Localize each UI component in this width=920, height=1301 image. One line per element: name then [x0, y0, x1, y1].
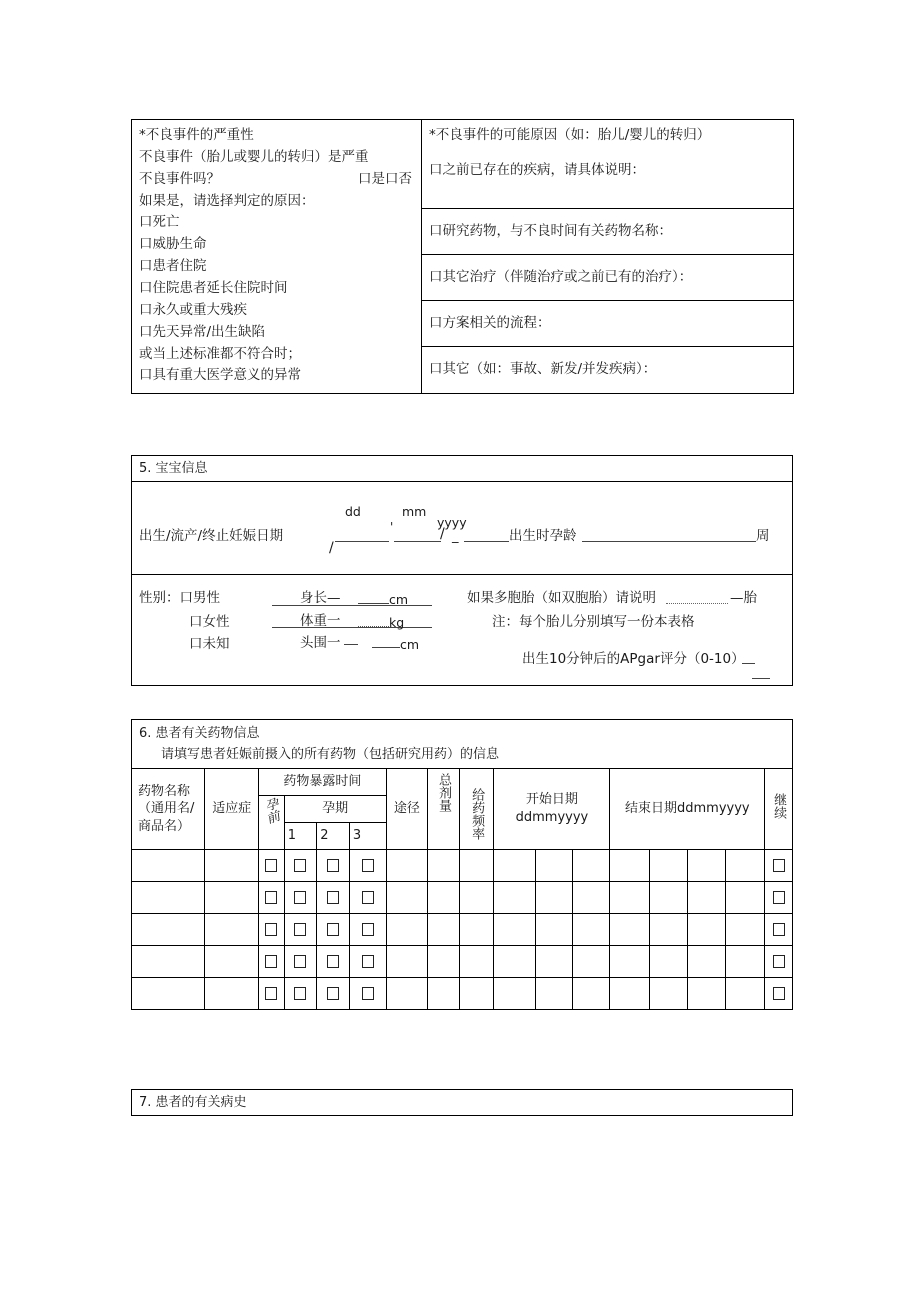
cell-start-mm[interactable]	[536, 882, 573, 914]
cell-trimester-3[interactable]	[349, 946, 386, 978]
start-date-line2: ddmmyyyy	[515, 810, 589, 825]
cell-trimester-3[interactable]	[349, 882, 386, 914]
cause-option-protocol-procedure[interactable]: 口方案相关的流程：	[429, 315, 551, 332]
gestational-age-unit: 周	[756, 528, 770, 545]
cause-heading: *不良事件的可能原因（如：胎儿/婴儿的转归）	[429, 127, 711, 143]
section6-subheader: 请填写患者妊娠前摄入的所有药物（包括研究用药）的信息	[161, 747, 500, 763]
date-apostrophe: '	[390, 520, 394, 535]
birth-date-label: 出生/流产/终止妊娠日期	[139, 528, 284, 545]
head-circumference-unit: cm	[400, 637, 420, 653]
checkbox-trimester-3[interactable]	[362, 955, 374, 968]
weight-label: 体重一	[300, 613, 341, 630]
cause-option-other-treatment[interactable]: 口其它治疗（伴随治疗或之前已有的治疗）：	[429, 269, 693, 286]
dd-input-line[interactable]	[335, 525, 389, 542]
cell-pre-pregnancy[interactable]	[259, 882, 284, 914]
head-input-line-b[interactable]	[372, 633, 400, 648]
cell-pre-pregnancy[interactable]	[259, 850, 284, 882]
cell-end-dd[interactable]	[610, 882, 650, 914]
col-header-frequency	[459, 769, 494, 850]
checkbox-pre-pregnancy[interactable]	[265, 923, 277, 936]
cause-row-study-drug	[422, 209, 794, 255]
drug-info-table	[131, 719, 793, 1010]
table-row	[132, 1090, 793, 1116]
cell-pre-pregnancy[interactable]	[259, 914, 284, 946]
checkbox-continue[interactable]	[773, 891, 785, 904]
cell-start-mm[interactable]	[536, 946, 573, 978]
cause-option-preexisting[interactable]: 口之前已存在的疾病，请具体说明：	[429, 161, 645, 178]
cell-end-dd[interactable]	[610, 914, 650, 946]
multiple-birth-label: 如果多胞胎（如双胞胎）请说明	[467, 590, 656, 607]
multiple-birth-note: 注：每个胎儿分别填写一份本表格	[492, 614, 695, 631]
col-header-exposure-time: 药物暴露时间	[259, 769, 386, 796]
yyyy-input-line[interactable]	[464, 525, 509, 542]
drug-name-line1: 药物名称	[138, 783, 191, 799]
cell-trimester-2[interactable]	[317, 882, 350, 914]
cell-end-mm[interactable]	[650, 882, 688, 914]
col-header-total-dose	[428, 769, 460, 850]
cell-end-extra[interactable]	[726, 946, 765, 978]
severity-option-death[interactable]: 口死亡	[139, 214, 180, 231]
date-slash-right: /	[440, 526, 445, 543]
start-date-line1: 开始日期	[525, 792, 578, 808]
checkbox-trimester-2[interactable]	[327, 987, 339, 1000]
cell-end-extra[interactable]	[726, 850, 765, 882]
cell-start-yyyy[interactable]	[572, 946, 610, 978]
cell-start-yyyy[interactable]	[572, 882, 610, 914]
cell-route[interactable]	[386, 978, 428, 1010]
checkbox-trimester-3[interactable]	[362, 923, 374, 936]
cell-end-extra[interactable]	[726, 914, 765, 946]
checkbox-pre-pregnancy[interactable]	[265, 891, 277, 904]
cell-continue[interactable]	[765, 914, 793, 946]
cell-trimester-3[interactable]	[349, 914, 386, 946]
table-row	[132, 769, 793, 796]
section5-header: 5. 宝宝信息	[139, 461, 208, 476]
severity-option-congenital-anomaly[interactable]: 口先天异常/出生缺陷	[139, 323, 266, 340]
col-header-indication: 适应症	[205, 769, 259, 850]
cell-trimester-2[interactable]	[317, 914, 350, 946]
cell-trimester-1[interactable]	[284, 914, 317, 946]
sex-female-option[interactable]: 口女性	[189, 614, 230, 631]
cell-indication[interactable]	[205, 882, 259, 914]
severity-cell	[132, 120, 422, 394]
medical-history-table	[131, 1089, 793, 1116]
mm-label: mm	[402, 504, 427, 520]
severity-or-clause: 或当上述标准都不符合时；	[139, 345, 301, 362]
dd-label: dd	[345, 504, 361, 520]
checkbox-trimester-2[interactable]	[327, 891, 339, 904]
cause-row-other-treatment	[422, 255, 794, 301]
cell-total-dose[interactable]	[428, 882, 460, 914]
section7-header: 7. 患者的有关病史	[139, 1095, 247, 1110]
cell-drug-name[interactable]	[132, 978, 205, 1010]
severity-heading: *不良事件的严重性	[139, 127, 254, 143]
checkbox-trimester-1[interactable]	[294, 859, 306, 872]
cell-end-dd[interactable]	[610, 978, 650, 1010]
adverse-event-severity-table	[131, 119, 794, 394]
cell-end-yyyy[interactable]	[687, 850, 726, 882]
col-header-pregnancy: 孕期	[284, 796, 386, 823]
cell-drug-name[interactable]	[132, 882, 205, 914]
severity-question-text: 不良事件吗？	[139, 170, 220, 187]
checkbox-pre-pregnancy[interactable]	[265, 987, 277, 1000]
baby-measurements-cell	[132, 575, 793, 686]
severity-yes-no-checkboxes[interactable]: 口是口否	[358, 170, 412, 187]
length-label: 身长—	[300, 590, 341, 607]
severity-option-prolonged-hospitalization[interactable]: 口住院患者延长住院时间	[139, 280, 288, 297]
col-header-start-date	[494, 769, 610, 850]
total-dose-text: 总剂量	[436, 773, 452, 812]
checkbox-trimester-3[interactable]	[362, 987, 374, 1000]
cell-start-yyyy[interactable]	[572, 850, 610, 882]
checkbox-pre-pregnancy[interactable]	[265, 955, 277, 968]
cell-end-mm[interactable]	[650, 978, 688, 1010]
checkbox-trimester-2[interactable]	[327, 859, 339, 872]
table-row	[132, 720, 793, 769]
section5-header-cell	[132, 456, 793, 482]
cell-trimester-1[interactable]	[284, 882, 317, 914]
col-header-trimester-3: 3	[349, 823, 386, 850]
cell-start-dd[interactable]	[494, 914, 536, 946]
weight-row-underline	[272, 608, 432, 628]
cell-frequency[interactable]	[459, 882, 494, 914]
cell-route[interactable]	[386, 850, 428, 882]
gestational-age-label: 出生时孕龄	[509, 528, 577, 545]
pre-pregnancy-text: 孕前	[262, 795, 281, 827]
table-row	[132, 978, 793, 1010]
checkbox-trimester-3[interactable]	[362, 891, 374, 904]
cause-row-protocol-procedure	[422, 301, 794, 347]
table-row	[132, 120, 794, 209]
cell-trimester-2[interactable]	[317, 946, 350, 978]
cell-indication[interactable]	[205, 914, 259, 946]
cell-end-yyyy[interactable]	[687, 914, 726, 946]
cell-continue[interactable]	[765, 946, 793, 978]
col-header-drug-name	[132, 769, 205, 850]
cell-start-mm[interactable]	[536, 914, 573, 946]
table-row	[132, 850, 793, 882]
cell-total-dose[interactable]	[428, 946, 460, 978]
checkbox-pre-pregnancy[interactable]	[265, 859, 277, 872]
birth-date-cell	[132, 482, 793, 575]
cell-frequency[interactable]	[459, 914, 494, 946]
cell-start-dd[interactable]	[494, 978, 536, 1010]
cell-end-yyyy[interactable]	[687, 946, 726, 978]
checkbox-trimester-1[interactable]	[294, 891, 306, 904]
checkbox-trimester-1[interactable]	[294, 923, 306, 936]
apgar-input-line-a[interactable]	[742, 649, 755, 664]
severity-question-line2	[139, 169, 414, 191]
head-input-line-a[interactable]	[344, 630, 358, 645]
length-input-line[interactable]	[358, 588, 389, 604]
cell-pre-pregnancy[interactable]	[259, 978, 284, 1010]
cell-total-dose[interactable]	[428, 914, 460, 946]
cell-trimester-1[interactable]	[284, 850, 317, 882]
severity-option-hospitalization[interactable]: 口患者住院	[139, 258, 207, 275]
cause-option-other[interactable]: 口其它（如：事故、新发/并发疾病）：	[429, 361, 657, 378]
section6-header-cell	[132, 720, 793, 769]
cell-indication[interactable]	[205, 850, 259, 882]
col-header-route: 途径	[386, 769, 428, 850]
cell-end-yyyy[interactable]	[687, 978, 726, 1010]
cell-trimester-1[interactable]	[284, 946, 317, 978]
checkbox-continue[interactable]	[773, 859, 785, 872]
date-dash: _	[452, 529, 459, 545]
cell-trimester-2[interactable]	[317, 978, 350, 1010]
cell-start-yyyy[interactable]	[572, 978, 610, 1010]
frequency-text: 给药频率	[469, 788, 485, 841]
severity-option-medically-important[interactable]: 口具有重大医学意义的异常	[139, 367, 301, 384]
section7-header-cell	[132, 1090, 793, 1116]
drug-name-line3: 商品名）	[138, 818, 191, 834]
cell-end-dd[interactable]	[610, 946, 650, 978]
col-header-continue	[765, 769, 793, 850]
section6-header: 6. 患者有关药物信息	[139, 726, 260, 741]
cell-drug-name[interactable]	[132, 914, 205, 946]
length-unit: cm	[389, 592, 409, 608]
cell-trimester-2[interactable]	[317, 850, 350, 882]
cell-trimester-3[interactable]	[349, 850, 386, 882]
cell-total-dose[interactable]	[428, 850, 460, 882]
checkbox-trimester-2[interactable]	[327, 955, 339, 968]
cell-trimester-3[interactable]	[349, 978, 386, 1010]
checkbox-trimester-1[interactable]	[294, 955, 306, 968]
severity-option-disability[interactable]: 口永久或重大残疾	[139, 301, 247, 318]
weight-input-line[interactable]	[358, 611, 389, 627]
cell-continue[interactable]	[765, 978, 793, 1010]
cell-frequency[interactable]	[459, 850, 494, 882]
cell-start-yyyy[interactable]	[572, 914, 610, 946]
cell-continue[interactable]	[765, 882, 793, 914]
checkbox-trimester-1[interactable]	[294, 987, 306, 1000]
cell-indication[interactable]	[205, 978, 259, 1010]
head-circumference-label: 头围一	[300, 635, 341, 652]
cell-route[interactable]	[386, 946, 428, 978]
cell-frequency[interactable]	[459, 978, 494, 1010]
cell-start-mm[interactable]	[536, 850, 573, 882]
severity-if-yes-prompt: 如果是，请选择判定的原因：	[139, 192, 315, 209]
cell-end-extra[interactable]	[726, 978, 765, 1010]
apgar-input-line-b[interactable]	[752, 666, 770, 679]
cell-end-mm[interactable]	[650, 946, 688, 978]
checkbox-trimester-3[interactable]	[362, 859, 374, 872]
mm-input-line[interactable]	[394, 525, 441, 542]
cell-route[interactable]	[386, 914, 428, 946]
cell-start-dd[interactable]	[494, 946, 536, 978]
cell-total-dose[interactable]	[428, 978, 460, 1010]
cell-drug-name[interactable]	[132, 946, 205, 978]
gestational-age-input-line[interactable]	[582, 525, 756, 542]
cell-start-dd[interactable]	[494, 850, 536, 882]
col-header-pre-pregnancy	[259, 796, 284, 850]
cell-pre-pregnancy[interactable]	[259, 946, 284, 978]
cell-end-extra[interactable]	[726, 882, 765, 914]
col-header-end-date: 结束日期ddmmyyyy	[610, 769, 765, 850]
cell-start-mm[interactable]	[536, 978, 573, 1010]
cell-drug-name[interactable]	[132, 850, 205, 882]
apgar-label: 出生10分钟后的APgar评分（0-10）	[522, 651, 745, 668]
cell-end-yyyy[interactable]	[687, 882, 726, 914]
table-row	[132, 456, 793, 482]
sex-male-option[interactable]: 性别：口男性	[139, 590, 220, 607]
cell-trimester-1[interactable]	[284, 978, 317, 1010]
cell-end-mm[interactable]	[650, 850, 688, 882]
cause-row-other	[422, 347, 794, 394]
checkbox-continue[interactable]	[773, 955, 785, 968]
cell-frequency[interactable]	[459, 946, 494, 978]
cause-heading-cell	[422, 120, 794, 209]
cause-option-study-drug[interactable]: 口研究药物，与不良时间有关药物名称：	[429, 223, 672, 240]
cell-continue[interactable]	[765, 850, 793, 882]
drug-name-line2: （通用名/	[138, 801, 195, 817]
checkbox-continue[interactable]	[773, 923, 785, 936]
checkbox-trimester-2[interactable]	[327, 923, 339, 936]
checkbox-continue[interactable]	[773, 987, 785, 1000]
cell-end-dd[interactable]	[610, 850, 650, 882]
table-row	[132, 882, 793, 914]
multiple-birth-input-line[interactable]	[666, 588, 728, 604]
table-row	[132, 482, 793, 575]
table-row	[132, 914, 793, 946]
multiple-birth-unit: —胎	[730, 590, 757, 607]
severity-question-line1: 不良事件（胎儿或婴儿的转归）是严重	[139, 148, 369, 165]
baby-info-table	[131, 455, 793, 686]
col-header-trimester-2: 2	[317, 823, 350, 850]
cell-indication[interactable]	[205, 946, 259, 978]
weight-unit: kg	[389, 615, 405, 631]
sex-unknown-option[interactable]: 口未知	[189, 636, 230, 653]
table-row	[132, 946, 793, 978]
yyyy-label: yyyy	[437, 515, 467, 531]
cell-end-mm[interactable]	[650, 914, 688, 946]
date-slash-left: /	[329, 540, 334, 557]
cell-start-dd[interactable]	[494, 882, 536, 914]
table-row	[132, 575, 793, 686]
continue-text: 继续	[771, 793, 787, 820]
col-header-trimester-1: 1	[284, 823, 317, 850]
cell-route[interactable]	[386, 882, 428, 914]
severity-option-life-threatening[interactable]: 口威胁生命	[139, 236, 207, 253]
